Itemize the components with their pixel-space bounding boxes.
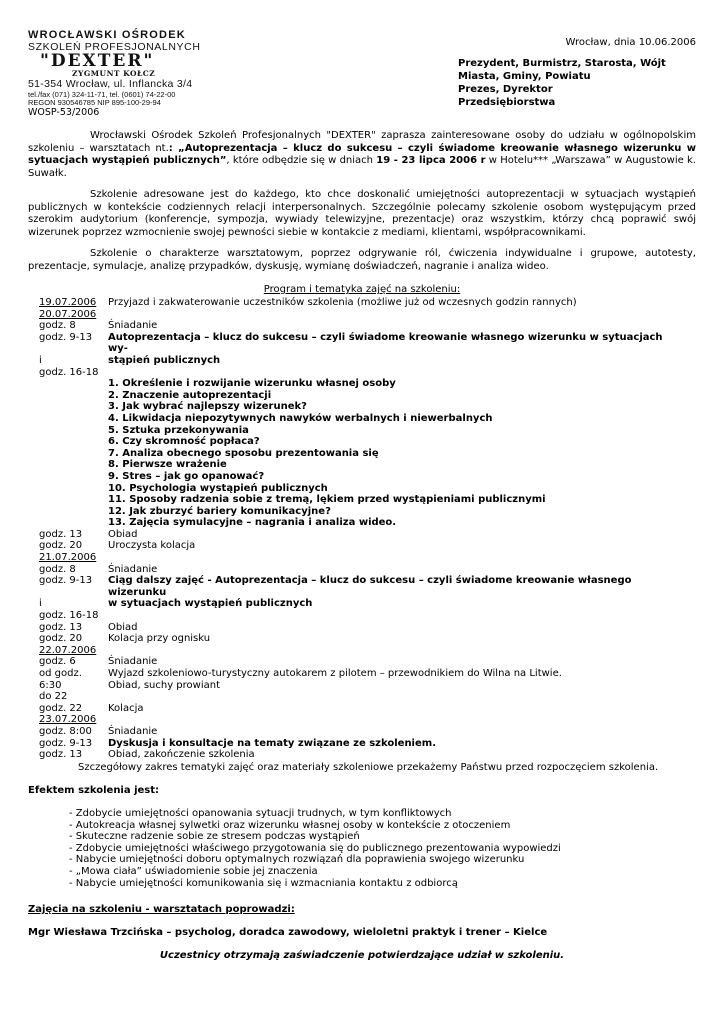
- schedule-time: [39, 413, 108, 425]
- schedule-description: [108, 367, 684, 379]
- addressee-line: Przedsiębiorstwa: [458, 97, 556, 108]
- schedule-time: [39, 401, 108, 413]
- schedule-time: godz. 13: [39, 528, 83, 540]
- schedule-row: [39, 459, 684, 471]
- schedule-description: 4. Likwidacja niepozytywnych nawyków werbalnych i niewerbalnych: [108, 412, 493, 424]
- schedule-row: [39, 483, 684, 495]
- schedule-time: godz. 8: [39, 563, 76, 575]
- schedule-time: [39, 436, 108, 448]
- reference-number: WOSP-53/2006: [28, 107, 100, 118]
- audience-paragraph: [28, 189, 696, 239]
- schedule-time: godz. 8: [39, 320, 76, 332]
- schedule-row: [39, 413, 684, 425]
- schedule-time: [39, 390, 108, 402]
- schedule-description: Obiad, zakończenie szkolenia: [108, 749, 255, 761]
- schedule-time: 23.07.2006: [39, 714, 97, 726]
- schedule-row: [39, 703, 684, 715]
- schedule-description: 2. Znaczenie autoprezentacji: [108, 389, 272, 401]
- schedule-description: Ciąg dalszy zajęć - Autoprezentacja – klucz do sukcesu – czyli świadome kreowanie własnego wizerunku: [108, 575, 632, 598]
- schedule-time: [39, 517, 108, 529]
- schedule-row: [39, 448, 684, 460]
- schedule-time: 22.07.2006: [39, 644, 97, 656]
- stamp-line-2: SZKOLEŃ PROFESJONALNYCH: [28, 40, 201, 53]
- stamp-phone: tel./fax (071) 324-11-71, tel. (0601) 74-22-00: [28, 89, 176, 99]
- intro-mid: , które odbędzie się w dniach: [226, 155, 377, 166]
- schedule-time: godz. 13: [39, 621, 83, 633]
- stamp-line-1: WROCŁAWSKI OŚRODEK: [28, 29, 186, 41]
- schedule-time: i: [39, 354, 42, 366]
- addressee-block: [458, 57, 666, 109]
- schedule-row: [39, 506, 684, 518]
- schedule-time: godz. 20: [39, 540, 83, 552]
- effect-item: - Nabycie umiejętności doboru optymalnych rozwiązań dla poprawienia swojego wizerunku: [69, 854, 525, 866]
- closing-note: Szczegółowy zakres tematyki zajęć oraz materiały szkoleniowe przekażemy Państwu przed rozpoczęciem szkolenia.: [78, 762, 659, 773]
- schedule-description: [108, 714, 684, 726]
- schedule-description: 10. Psychologia wystąpień publicznych: [108, 482, 328, 494]
- schedule-description: 3. Jak wybrać najlepszy wizerunek?: [108, 401, 307, 413]
- certificate-note: Uczestnicy otrzymają zaświadczenie potwierdzające udział w szkoleniu.: [159, 950, 565, 961]
- schedule-row: [39, 564, 684, 576]
- schedule-description: Obiad, suchy prowiant: [108, 679, 221, 691]
- schedule-description: Kolacja przy ognisku: [108, 633, 211, 645]
- schedule-time: 6:30: [39, 679, 62, 691]
- letter-date: Wrocław, dnia 10.06.2006: [565, 37, 696, 48]
- schedule-time: godz. 22: [39, 702, 83, 714]
- schedule-row: [39, 332, 684, 355]
- schedule-description: Śniadanie: [108, 563, 158, 575]
- addressee-line: Prezes, Dyrektor: [458, 84, 553, 95]
- schedule-row: [39, 691, 684, 703]
- schedule-description: 8. Pierwsze wrażenie: [108, 459, 227, 471]
- schedule-time: godz. 16-18: [39, 366, 99, 378]
- schedule-time: godz. 16-18: [39, 610, 99, 622]
- effect-item: - Skuteczne radzenie sobie ze stresem podczas wystąpień: [69, 831, 360, 843]
- effect-item: - Autokreacja własnej sylwetki oraz wizerunku własnej osoby w kontekście z otoczeniem: [69, 819, 511, 831]
- stamp-brand: "DEXTER": [40, 51, 155, 72]
- schedule-time: [39, 425, 108, 437]
- schedule-description: 7. Analiza obecnego sposobu prezentowania się: [108, 447, 379, 459]
- format-text: Szkolenie o charakterze warsztatowym, poprzez odgrywanie ról, ćwiczenia indywidualne i grupowe, autotesty, prezentacje, symulacje, analizę przypadków, dyskusję, wymianę doświadczeń, nagranie i analiza wideo.: [28, 248, 696, 272]
- schedule-time: 20.07.2006: [39, 308, 97, 320]
- schedule-description: Uroczysta kolacja: [108, 540, 196, 552]
- schedule-row: [39, 436, 684, 448]
- effect-item: - Zdobycie umiejętności właściwego przygotowania się do publicznego prezentowania wypowiedzi: [69, 842, 561, 854]
- schedule-time: [39, 471, 108, 483]
- stamp-regon-nip: REGON 930546785 NIP 895-100-29-94: [28, 97, 161, 107]
- schedule-time: godz. 20: [39, 633, 83, 645]
- schedule-time: [39, 459, 108, 471]
- schedule-time: od godz.: [39, 668, 82, 679]
- schedule-row: [39, 610, 684, 622]
- schedule-description: [108, 552, 684, 564]
- schedule-description: 12. Jak zburzyć bariery komunikacyjne?: [108, 505, 331, 517]
- effect-item: - Nabycie umiejętności komunikowania się i wzmacniania kontaktu z odbiorcą: [69, 877, 458, 889]
- schedule-row: [39, 633, 684, 645]
- schedule-row: [39, 540, 684, 552]
- schedule-description: Obiad: [108, 621, 138, 633]
- schedule-description: 6. Czy skromność popłaca?: [108, 436, 260, 448]
- schedule-row: [39, 297, 684, 309]
- schedule-description: stąpień publicznych: [108, 354, 221, 366]
- schedule-description: Wyjazd szkoleniowo-turystyczny autokarem z pilotem – przewodnikiem do Wilna na Litwie.: [108, 668, 562, 679]
- addressee-line: Miasta, Gminy, Powiatu: [458, 71, 591, 82]
- schedule-time: [39, 483, 108, 495]
- schedule-row: [39, 575, 684, 598]
- schedule-row: [39, 378, 684, 390]
- stamp-owner: ZYGMUNT KOŁCZ: [72, 69, 156, 79]
- schedule-description: [108, 645, 684, 657]
- schedule-description: 5. Sztuka przekonywania: [108, 424, 249, 436]
- schedule-description: Obiad: [108, 528, 138, 540]
- schedule-time: godz. 6: [39, 656, 76, 668]
- schedule-time: [39, 378, 108, 390]
- schedule-row: [39, 494, 684, 506]
- schedule-description: 9. Stres – jak go opanować?: [108, 470, 265, 482]
- schedule-time: godz. 8:00: [39, 725, 92, 737]
- schedule-description: Autoprezentacja – klucz do sukcesu – czyli świadome kreowanie własnego wizerunku w sytuacjach wy-: [108, 331, 663, 355]
- schedule-row: [39, 390, 684, 402]
- schedule-description: Śniadanie: [108, 656, 158, 668]
- schedule-description: Śniadanie: [108, 320, 158, 332]
- effect-item: - „Mowa ciała” uświadomienie sobie jej znaczenia: [69, 865, 318, 877]
- effects-heading: Efektem szkolenia jest:: [28, 785, 160, 796]
- schedule-description: [108, 610, 684, 622]
- schedule-row: [39, 738, 684, 750]
- schedule-time: godz. 13: [39, 749, 83, 761]
- schedule-row: [39, 355, 684, 367]
- schedule-row: [39, 726, 684, 738]
- schedule-row: [39, 598, 684, 610]
- schedule-time: godz. 9-13: [39, 575, 93, 587]
- schedule-description: [108, 691, 684, 703]
- schedule-row: [39, 622, 684, 634]
- schedule-description: 11. Sposoby radzenia sobie z tremą, lękiem przed wystąpieniami publicznymi: [108, 494, 546, 506]
- company-stamp: [28, 30, 228, 107]
- schedule-row: [39, 401, 684, 413]
- schedule-description: 13. Zajęcia symulacyjne – nagrania i analiza wideo.: [108, 517, 397, 529]
- trainer-heading: Zajęcia na szkoleniu - warsztatach poprowadzi:: [28, 904, 295, 915]
- training-title: : „Autoprezentacja – klucz do sukcesu – czyli świadome kreowanie własnego wizerunku w sytuacjach wystąpień publicznych”: [28, 142, 696, 166]
- schedule-row: [39, 320, 684, 332]
- schedule-row: [39, 517, 684, 529]
- program-title: Program i tematyka zajęć na szkoleniu:: [263, 284, 461, 295]
- intro-tail: w Hotelu*** „Warszawa” w Augustowie k. Suwałk.: [28, 155, 696, 179]
- schedule-description: 1. Określenie i rozwijanie wizerunku własnej osoby: [108, 378, 396, 390]
- intro-lead: Wrocławski Ośrodek Szkoleń Profesjonalnych "DEXTER" zaprasza zainteresowane osoby do udziału w ogólnopolskim szkoleniu – warsztatach nt.: [28, 130, 696, 154]
- addressee-line: Prezydent, Burmistrz, Starosta, Wójt: [458, 58, 666, 69]
- effects-list: [69, 808, 561, 889]
- schedule-row: [39, 309, 684, 321]
- schedule-time: 19.07.2006: [39, 297, 97, 308]
- schedule-description: Dyskusja i konsultacje na tematy związane ze szkoleniem.: [108, 737, 436, 749]
- schedule-description: Przyjazd i zakwaterowanie uczestników szkolenia (możliwe już od wczesnych godzin rannych): [108, 297, 577, 308]
- schedule-time: i: [39, 598, 42, 610]
- schedule-row: [39, 714, 684, 726]
- schedule-time: 21.07.2006: [39, 552, 97, 564]
- schedule-time: [39, 506, 108, 518]
- trainer-name: Mgr Wiesława Trzcińska – psycholog, doradca zawodowy, wieloletni praktyk i trener – Kielce: [28, 927, 548, 938]
- schedule-row: [39, 656, 684, 668]
- schedule-row: [39, 680, 684, 692]
- schedule-time: do 22: [39, 691, 68, 703]
- schedule-row: [39, 749, 684, 761]
- intro-paragraph: [28, 130, 696, 180]
- schedule-time: [39, 448, 108, 460]
- schedule-description: Śniadanie: [108, 725, 158, 737]
- schedule-row: [39, 425, 684, 437]
- schedule-description: w sytuacjach wystąpień publicznych: [108, 598, 313, 610]
- schedule-row: [39, 645, 684, 657]
- schedule-row: [39, 552, 684, 564]
- schedule-description: Kolacja: [108, 702, 144, 714]
- format-paragraph: [28, 248, 696, 273]
- schedule-row: [39, 668, 684, 680]
- audience-text: Szkolenie adresowane jest do każdego, kto chce doskonalić umiejętności autoprezentacji w sytuacjach wystąpień publicznych w kontekście codziennych relacji interpersonalnych. Szczególnie polecamy szkolenie osobom występującym przed szerokim audytorium (konferencje, sympozja, wywiady telewizyjne, prezentacje) oraz wszystkim, którzy chcą poprawić swój wizerunek poprzez wzmocnienie swojej pewności siebie w kontakcie z mediami, klientami, współpracownikami.: [28, 189, 696, 238]
- schedule-time: godz. 9-13: [39, 331, 93, 343]
- schedule-row: [39, 529, 684, 541]
- stamp-address: 51-354 Wrocław, ul. Inflancka 3/4: [28, 78, 193, 91]
- effect-item: - Zdobycie umiejętności opanowania sytuacji trudnych, w tym konfliktowych: [69, 808, 452, 819]
- schedule-time: [39, 494, 108, 506]
- schedule-description: [108, 309, 684, 321]
- schedule-time: godz. 9-13: [39, 737, 93, 749]
- schedule-row: [39, 471, 684, 483]
- program-schedule: [39, 297, 684, 761]
- training-dates: 19 - 23 lipca 2006 r: [376, 155, 486, 166]
- schedule-row: [39, 367, 684, 379]
